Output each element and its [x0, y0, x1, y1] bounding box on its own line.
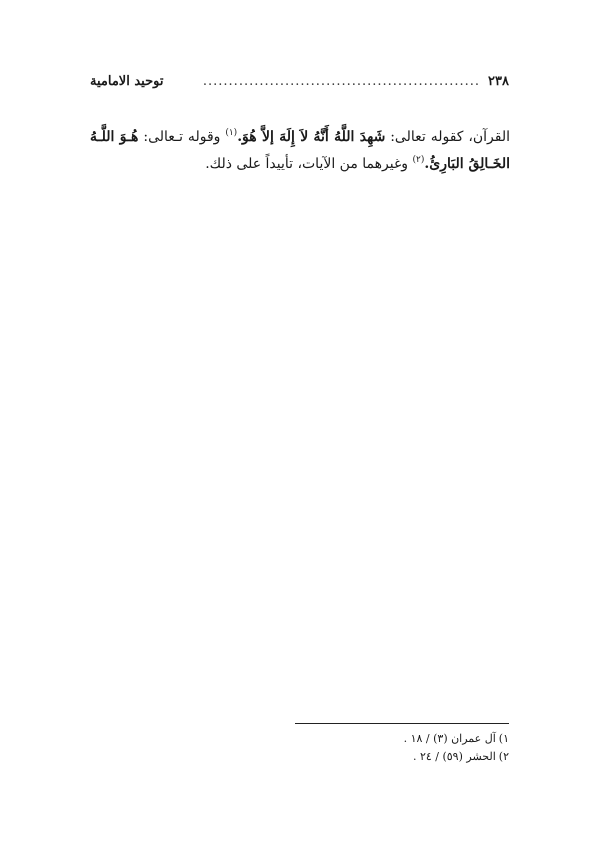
body-text-segment: وغيرهما من الآيات، تأييداً على ذلك.	[205, 156, 413, 172]
running-header	[90, 74, 509, 94]
footnote-number: ١)	[498, 732, 509, 745]
footnote-reference: (٢)	[412, 155, 425, 165]
footnote	[295, 748, 509, 766]
footnote-number: ٢)	[498, 750, 509, 763]
footnote-reference: (١)	[225, 128, 238, 138]
quran-quote: هُـوَ اللَّـهُ الخَـالِقُ البَارِئُ.	[90, 129, 510, 172]
body-paragraph	[90, 124, 510, 178]
body-text-segment: القرآن، كقوله تعالى:	[385, 129, 511, 145]
footnote	[295, 730, 509, 748]
footnote-separator	[295, 723, 509, 724]
body-text-segment: وقوله تـعالى:	[138, 129, 226, 145]
page-number: ٢٣٨	[488, 74, 509, 89]
quran-quote: شَهِدَ اللَّهُ أَنَّهُ لاَ إِلَهَ إلاَّ هُوَ.	[237, 129, 386, 145]
running-title: توحيد الامامية	[90, 74, 164, 89]
footnote-text: الحشر (٥٩) / ٢٤ .	[412, 750, 496, 763]
footnotes	[295, 730, 509, 766]
footnote-text: آل عمران (٣) / ١٨ .	[403, 732, 496, 745]
header-dot-leader: ......................................................	[202, 74, 481, 89]
